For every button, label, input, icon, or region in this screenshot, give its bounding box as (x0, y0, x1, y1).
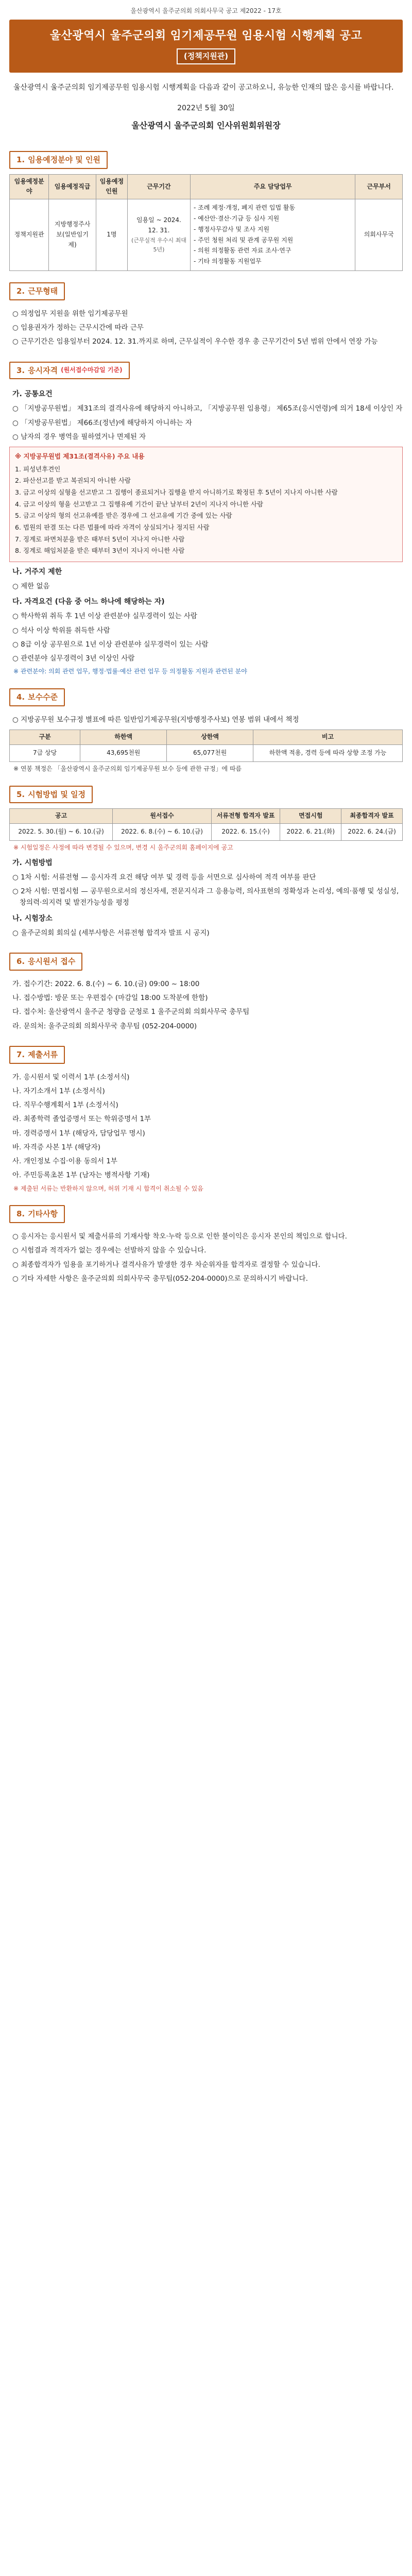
table-row (10, 199, 403, 271)
schedule-note: ※ 시험일정은 사정에 따라 변경될 수 있으며, 변경 시 울주군의회 홈페이지에 공고 (13, 843, 233, 851)
list-item: 8. 징계로 해임처분을 받은 때부터 3년이 지나지 아니한 사람 (15, 547, 185, 555)
list-item: 2. 파산선고를 받고 복권되지 아니한 사람 (15, 477, 131, 485)
list-item: 나. 자기소개서 1부 (소정서식) (12, 1087, 105, 1095)
duties-cell: - 조례 제정·개정, 폐지 관련 입법 활동 - 예산안·결산·기금 등 심사 지원 - 행정사무감사 및 조사 지원 - 주민 청원 처리 및 관계 공무원 지원 - 의원 의정활동 관련 자료 조사·연구 - 기타 의정활동 지원업무 (190, 199, 355, 271)
count-cell: 1명 (96, 199, 127, 271)
table-header: 구분 (10, 730, 80, 745)
section-heading-3: 3. 응시자격 (원서접수마감일 기준) (9, 362, 130, 380)
list-item: ○ 「지방공무원법」 제31조의 결격사유에 해당하지 아니하고, 「지방공무원 임용령」 제65조(응시연령)에 의거 18세 이상인 자 (12, 404, 403, 413)
hero-banner (9, 20, 403, 73)
subsection-heading: 다. 자격요건 (다음 중 어느 하나에 해당하는 자) (12, 598, 165, 606)
list-item: ○ 울주군의회 회의실 (세부사항은 서류전형 합격자 발표 시 공지) (12, 928, 210, 937)
list-item: 사. 개인정보 수집·이용 동의서 1부 (12, 1157, 117, 1166)
list-item: ○ 1차 시험: 서류전형 — 응시자격 요건 해당 여부 및 경력 등을 서면으로 심사하여 적격 여부를 판단 (12, 873, 316, 882)
list-item: ○ 기타 자세한 사항은 울주군의회 의회사무국 총무팀(052-204-0000)으로 문의하시기 바랍니다. (12, 1275, 308, 1283)
table-header: 하한액 (80, 730, 167, 745)
table-header: 서류전형 합격자 발표 (211, 809, 280, 824)
list-item: 바. 자격증 사본 1부 (해당자) (12, 1143, 100, 1151)
table-header: 근무부서 (355, 174, 403, 199)
list-item: ○ 「지방공무원법」 제66조(정년)에 해당하지 아니하는 자 (12, 418, 192, 427)
page-title: 울산광역시 울주군의회 임기제공무원 임용시험 시행계획 공고 (49, 29, 363, 42)
list-item: 가. 응시원서 및 이력서 1부 (소정서식) (12, 1073, 130, 1081)
interview-cell: 2022. 6. 21.(화) (280, 824, 341, 841)
list-item: 3. 금고 이상의 실형을 선고받고 그 집행이 종료되거나 집행을 받지 아니하기로 확정된 후 5년이 지나지 아니한 사람 (15, 488, 338, 497)
list-item: 가. 접수기간: 2022. 6. 8.(수) ~ 6. 10.(금) 09:00 ~ 18:00 (12, 979, 200, 988)
list-item: ○ 2차 시험: 면접시험 — 공무원으로서의 정신자세, 전문지식과 그 응용능력, 의사표현의 정확성과 논리성, 예의·품행 및 성실성, 창의력·의지력 및 발전가능성을 평정 (12, 887, 399, 907)
max-salary-cell: 65,077천원 (167, 744, 253, 761)
section-heading-1: 1. 임용예정분야 및 인원 (9, 151, 108, 169)
dept-cell: 의회사무국 (355, 199, 403, 271)
receipt-period-cell: 2022. 6. 8.(수) ~ 6. 10.(금) (113, 824, 212, 841)
list-item: 라. 문의처: 울주군의회 의회사무국 총무팀 (052-204-0000) (12, 1022, 197, 1030)
application-list (9, 978, 403, 1032)
doc-result-cell: 2022. 6. 15.(수) (211, 824, 280, 841)
schedule-table (9, 808, 403, 841)
period-cell: 임용일 ~ 2024. 12. 31. (근무실적 우수시 최대 5년) (127, 199, 190, 271)
final-result-cell: 2022. 6. 24.(금) (341, 824, 403, 841)
table-row (10, 744, 403, 761)
notice-number: 울산광역시 울주군의회 의회사무국 공고 제2022 - 17호 (130, 7, 282, 14)
table-header: 주요 담당업무 (190, 174, 355, 199)
list-item: 아. 주민등록초본 1부 (남자는 병적사항 기재) (12, 1171, 150, 1180)
disqualification-box: ※ 지방공무원법 제31조(결격사유) 주요 내용 1. 피성년후견인 2. 파산선고를 받고 복권되지 아니한 사람 3. 금고 이상의 실형을 선고받고 그 집행이 종료되거나 집행을 받지 아니하기로 확정된 후 5년이 지나지 아니한 사람 4. 금고 이상의 형을 선고받고 그 집행유예 기간이 끝난 날부터 2년이 지나지 아니한 사람 5. 금고 이상의 형의 선고유예를 받은 경우에 그 선고유예 기간 중에 있는 사람 6. 법원의 판결 또는 다른 법률에 따라 자격이 상실되거나 정지된 사람 7. 징계로 파면처분을 받은 때부터 5년이 지나지 아니한 사람 8. 징계로 해임처분을 받은 때부터 3년이 지나지 아니한 사람 (9, 447, 403, 562)
table-header: 면접시험 (280, 809, 341, 824)
field-cell: 정책지원관 (10, 199, 49, 271)
list-item: ○ 근무기간은 임용일부터 2024. 12. 31.까지로 하며, 근무실적이 우수한 경우 총 근무기간이 5년 범위 안에서 연장 가능 (12, 337, 378, 346)
section-heading-6: 6. 응시원서 접수 (9, 953, 82, 971)
list-item: ○ 최종합격자가 임용을 포기하거나 결격사유가 발생한 경우 차순위자를 합격자로 결정할 수 있습니다. (12, 1260, 320, 1269)
list-item: 1. 피성년후견인 (15, 465, 61, 473)
list-item: ○ 의정업무 지원을 위한 임기제공무원 (12, 309, 128, 318)
list-item: 라. 최종학력 졸업증명서 또는 학위증명서 1부 (12, 1115, 151, 1124)
min-salary-cell: 43,695천원 (80, 744, 167, 761)
subsection-heading: 가. 시험방법 (12, 858, 53, 867)
work-type-list (9, 308, 403, 348)
list-item: ○ 남자의 경우 병역을 필하였거나 면제된 자 (12, 432, 146, 441)
issuing-org: 울산광역시 울주군의회 인사위원회위원장 (131, 120, 281, 130)
notice-date: 2022년 5월 30일 (177, 104, 235, 113)
list-item: ○ 시험결과 적격자가 없는 경우에는 선발하지 않을 수 있습니다. (12, 1246, 207, 1255)
list-item: 마. 경력증명서 1부 (해당자, 담당업무 명시) (12, 1129, 145, 1138)
table-row (10, 824, 403, 841)
documents-note: ※ 제출된 서류는 반환하지 않으며, 허위 기재 시 합격이 취소될 수 있음 (13, 1184, 203, 1192)
salary-table (9, 730, 403, 762)
list-item: ○ 석사 이상 학위를 취득한 사람 (12, 626, 110, 635)
table-header: 임용예정인원 (96, 174, 127, 199)
common-requirements-list (9, 403, 403, 443)
qualification-note: ※ 관련분야: 의회 관련 업무, 행정·법률·예산 관련 업무 등 의정활동 지원과 관련된 분야 (13, 668, 247, 675)
section-heading-7: 7. 제출서류 (9, 1046, 65, 1064)
list-item: 다. 접수처: 울산광역시 울주군 청량읍 군청로 1 울주군의회 의회사무국 총무팀 (12, 1008, 250, 1016)
salary-text: ○ 지방공무원 보수규정 별표에 따른 일반임기제공무원(지방행정주사보) 연봉 범위 내에서 책정 (12, 715, 299, 724)
section-heading-8: 8. 기타사항 (9, 1205, 65, 1223)
rank-cell: 지방행정주사보(일반임기제) (49, 199, 96, 271)
salary-note-cell: 하한액 적용, 경력 등에 따라 상향 조정 가능 (253, 744, 403, 761)
table-header: 상한액 (167, 730, 253, 745)
list-item: ○ 응시자는 응시원서 및 제출서류의 기재사항 착오·누락 등으로 인한 불이익은 응시자 본인의 책임으로 합니다. (12, 1232, 347, 1241)
documents-list (9, 1072, 403, 1181)
table-header-row (10, 809, 403, 824)
table-header: 최종합격자 발표 (341, 809, 403, 824)
section-heading-2: 2. 근무형태 (9, 282, 65, 300)
table-header: 공고 (10, 809, 113, 824)
table-header: 근무기간 (127, 174, 190, 199)
table-header: 비고 (253, 730, 403, 745)
subsection-heading: 나. 시험장소 (12, 914, 53, 923)
list-item: ○ 관련분야 실무경력이 3년 이상인 사람 (12, 654, 135, 663)
notice-period-cell: 2022. 5. 30.(월) ~ 6. 10.(금) (10, 824, 113, 841)
page-subtitle: (정책지원관) (177, 48, 235, 64)
list-item: ○ 학사학위 취득 후 1년 이상 관련분야 실무경력이 있는 사람 (12, 612, 197, 621)
salary-note: ※ 연봉 책정은 「울산광역시 울주군의회 임기제공무원 보수 등에 관한 규정」에 따름 (13, 765, 242, 772)
method-list (9, 872, 403, 909)
misc-list (9, 1231, 403, 1284)
list-item: 다. 직무수행계획서 1부 (소정서식) (12, 1101, 118, 1110)
table-header-row (10, 730, 403, 745)
table-header-row (10, 174, 403, 199)
list-item: 7. 징계로 파면처분을 받은 때부터 5년이 지나지 아니한 사람 (15, 535, 185, 543)
list-item: ○ 임용권자가 정하는 근무시간에 따라 근무 (12, 324, 144, 332)
list-item: 6. 법원의 판결 또는 다른 법률에 따라 자격이 상실되거나 정지된 사람 (15, 523, 210, 531)
table-header: 임용예정분야 (10, 174, 49, 199)
table-header: 임용예정직급 (49, 174, 96, 199)
section-heading-4: 4. 보수수준 (9, 688, 65, 706)
subsection-heading: 나. 거주지 제한 (12, 567, 62, 576)
qualification-list (9, 611, 403, 664)
list-item: ○ 8급 이상 공무원으로 1년 이상 관련분야 실무경력이 있는 사람 (12, 640, 209, 649)
intro-text: 울산광역시 울주군의회 임기제공무원 임용시험 시행계획을 다음과 같이 공고하오니, 유능한 인재의 많은 응시를 바랍니다. (13, 83, 394, 92)
section-heading-5: 5. 시험방법 및 일정 (9, 786, 93, 804)
positions-table (9, 174, 403, 271)
table-header: 원서접수 (113, 809, 212, 824)
list-item: 나. 접수방법: 방문 또는 우편접수 (마감일 18:00 도착분에 한함) (12, 993, 208, 1002)
list-item: 5. 금고 이상의 형의 선고유예를 받은 경우에 그 선고유예 기간 중에 있는 사람 (15, 512, 232, 520)
place-list (9, 927, 403, 939)
subsection-heading: 가. 공통요건 (12, 390, 53, 399)
list-item: ○ 제한 없음 (12, 582, 50, 590)
residence-list (9, 581, 403, 592)
grade-cell: 7급 상당 (10, 744, 80, 761)
list-item: 4. 금고 이상의 형을 선고받고 그 집행유예 기간이 끝난 날부터 2년이 지나지 아니한 사람 (15, 500, 264, 508)
